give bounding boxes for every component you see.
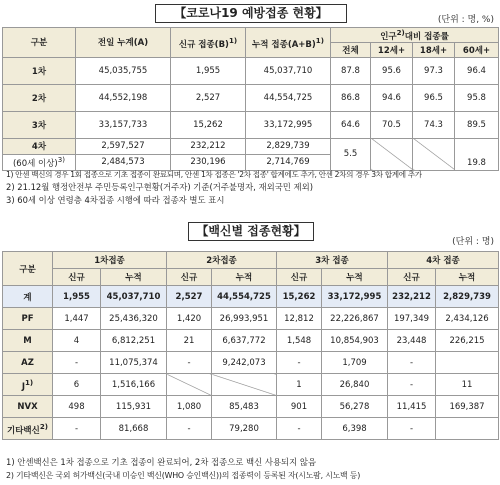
t1-cell: 95.8 — [455, 84, 499, 111]
t2-cell: 2,527 — [167, 286, 212, 308]
t1-cell: 2,527 — [171, 84, 246, 111]
t2-row-label: M — [3, 330, 53, 352]
t1-cell: 96.5 — [413, 84, 455, 111]
t1-cell: 44,552,198 — [76, 84, 171, 111]
t2-cell: - — [167, 352, 212, 374]
t1-header-prev: 전일 누계(A) — [76, 28, 171, 58]
t2-note: 1) 안센백신은 1차 접종으로 기초 접종이 완료되어, 2차 접종으로 백신 사용되지 않음 — [6, 457, 317, 467]
t2-cell: 21 — [167, 330, 212, 352]
t2-cell: - — [388, 418, 436, 440]
t1-cell: 232,212 — [171, 138, 246, 154]
t2-cell: 232,212 — [388, 286, 436, 308]
t2-cell: 169,387 — [436, 396, 499, 418]
t2-row-total — [3, 286, 499, 308]
t2-cell: 12,812 — [277, 308, 322, 330]
t2-cell: - — [277, 418, 322, 440]
t2-cell: - — [167, 418, 212, 440]
t1-header-12: 12세+ — [371, 42, 413, 57]
t2-cell: 85,483 — [212, 396, 277, 418]
t2-cell: 22,226,867 — [322, 308, 388, 330]
t1-row-label: 4차 — [3, 138, 76, 154]
t2-cell: 11 — [436, 374, 499, 396]
vaccination-status-table — [2, 27, 499, 171]
t2-notes — [6, 456, 496, 482]
t2-cell: - — [388, 352, 436, 374]
t2-cell: 26,840 — [322, 374, 388, 396]
t1-cell: 87.8 — [331, 57, 371, 84]
t2-cell: 1,955 — [53, 286, 101, 308]
t1-row-label: 1차 — [3, 57, 76, 84]
t2-cell: - — [388, 374, 436, 396]
t2-row-label: 기타백신$^{2)}$ — [3, 418, 53, 440]
t2-header-cum: 누적 — [322, 269, 388, 286]
t1-cell: 5.5 — [331, 138, 371, 170]
t2-row-label: $J^{1)}$ — [3, 374, 53, 396]
t1-row-label: (60세 이상)$^{3)}$ — [3, 154, 76, 170]
t1-header-ratio: 인구$^{2)}$대비 접종률 — [331, 28, 499, 43]
t1-cell: 86.8 — [331, 84, 371, 111]
t2-header-cum: 누적 — [101, 269, 167, 286]
t2-cell-empty — [167, 374, 212, 396]
t1-cell: 44,554,725 — [246, 84, 331, 111]
vaccination-status-title: 【코로나19 예방접종 현황】 — [155, 4, 347, 23]
t2-cell: 11,415 — [388, 396, 436, 418]
t2-row-label: AZ — [3, 352, 53, 374]
t1-cell: 1,955 — [171, 57, 246, 84]
t1-row-dose3 — [3, 111, 499, 138]
t1-header-60: 60세+ — [455, 42, 499, 57]
t1-row-dose1 — [3, 57, 499, 84]
t1-cell: 33,157,733 — [76, 111, 171, 138]
t2-row-pf — [3, 308, 499, 330]
t2-cell: 901 — [277, 396, 322, 418]
t1-cell: 95.6 — [371, 57, 413, 84]
t2-cell: 81,668 — [101, 418, 167, 440]
t1-cell: 15,262 — [171, 111, 246, 138]
t2-cell: - — [53, 418, 101, 440]
t1-cell: 33,172,995 — [246, 111, 331, 138]
t2-cell: 25,436,320 — [101, 308, 167, 330]
t2-header-cum: 누적 — [212, 269, 277, 286]
t1-cell: 45,037,710 — [246, 57, 331, 84]
t2-header-dose3: 3차 접종 — [277, 252, 388, 269]
t2-row-az — [3, 352, 499, 374]
t2-cell: 2,829,739 — [436, 286, 499, 308]
t2-cell: 115,931 — [101, 396, 167, 418]
t1-cell: 2,484,573 — [76, 154, 171, 170]
t1-header-gubun: 구분 — [3, 28, 76, 58]
vaccine-status-title: 【백신별 접종현황】 — [188, 222, 314, 241]
t2-row-nvx — [3, 396, 499, 418]
t1-cell: 45,035,755 — [76, 57, 171, 84]
t1-note: 1) 안센 백신의 경우 1회 접종으로 기초 접종이 완료되며, 안센 1차 접종은 '2차 접종' 합계에도 추가, 안센 2차의 경우 3차 합계에 추가 — [6, 170, 422, 179]
t2-cell: 6,812,251 — [101, 330, 167, 352]
t1-header-cum: 누적 접종$(A+B)^{1)}$ — [246, 28, 331, 58]
t1-cell: 2,829,739 — [246, 138, 331, 154]
t2-cell: - — [53, 352, 101, 374]
t2-header-gubun: 구분 — [3, 252, 53, 286]
t1-row-label: 2차 — [3, 84, 76, 111]
t2-cell: 10,854,903 — [322, 330, 388, 352]
t2-cell: 1,709 — [322, 352, 388, 374]
t2-header-new: 신규 — [167, 269, 212, 286]
t2-cell: 6,398 — [322, 418, 388, 440]
t2-cell: 26,993,951 — [212, 308, 277, 330]
t1-cell: 230,196 — [171, 154, 246, 170]
t2-cell: 4 — [53, 330, 101, 352]
t2-row-m — [3, 330, 499, 352]
t1-header-new: 신규 접종$(B)^{1)}$ — [171, 28, 246, 58]
t2-header-new: 신규 — [53, 269, 101, 286]
t2-cell: 498 — [53, 396, 101, 418]
t2-header-dose2: 2차접종 — [167, 252, 277, 269]
t2-cell: 33,172,995 — [322, 286, 388, 308]
t2-header-cum: 누적 — [436, 269, 499, 286]
t2-cell: 15,262 — [277, 286, 322, 308]
t2-cell: 1,080 — [167, 396, 212, 418]
t1-note: 2) 21.12월 행정안전부 주민등록인구현황(거주자) 기준(거주불명자, 재외국민 제외) — [6, 182, 313, 192]
t2-header-dose4: 4차 접종 — [388, 252, 499, 269]
t1-row-dose2 — [3, 84, 499, 111]
t1-row-dose4 — [3, 138, 499, 154]
t1-cell-empty — [413, 138, 455, 170]
t2-row-label: NVX — [3, 396, 53, 418]
t1-unit: (단위 : 명, %) — [437, 15, 494, 25]
t2-row-label: PF — [3, 308, 53, 330]
t2-row-label: 계 — [3, 286, 53, 308]
t1-note: 3) 60세 이상 연령층 4차접종 시행에 따라 접종자 별도 표시 — [6, 195, 225, 205]
t1-header-18: 18세+ — [413, 42, 455, 57]
t1-cell: 2,597,527 — [76, 138, 171, 154]
t2-cell: 1,548 — [277, 330, 322, 352]
t1-cell: 19.8 — [455, 138, 499, 170]
t2-cell: 1,447 — [53, 308, 101, 330]
t2-cell: 79,280 — [212, 418, 277, 440]
t2-cell: 1,516,166 — [101, 374, 167, 396]
t1-cell: 74.3 — [413, 111, 455, 138]
t2-cell: 226,215 — [436, 330, 499, 352]
t2-cell — [436, 352, 499, 374]
t2-row-other — [3, 418, 499, 440]
t1-cell: 96.4 — [455, 57, 499, 84]
t2-cell: - — [277, 352, 322, 374]
t2-row-j — [3, 374, 499, 396]
t2-cell: 197,349 — [388, 308, 436, 330]
t2-cell: 1,420 — [167, 308, 212, 330]
t2-header-dose1: 1차접종 — [53, 252, 167, 269]
t2-cell: 23,448 — [388, 330, 436, 352]
t2-cell: 6 — [53, 374, 101, 396]
t1-cell: 64.6 — [331, 111, 371, 138]
t1-header-all: 전체 — [331, 42, 371, 57]
t1-cell: 97.3 — [413, 57, 455, 84]
t2-cell: 56,278 — [322, 396, 388, 418]
t2-header-new: 신규 — [277, 269, 322, 286]
t2-cell: 44,554,725 — [212, 286, 277, 308]
t1-row-label: 3차 — [3, 111, 76, 138]
t2-cell: 45,037,710 — [101, 286, 167, 308]
t2-cell: 11,075,374 — [101, 352, 167, 374]
t2-unit: (단위 : 명) — [452, 237, 494, 247]
t2-header-new: 신규 — [388, 269, 436, 286]
t1-cell: 2,714,769 — [246, 154, 331, 170]
t2-cell — [436, 418, 499, 440]
t1-cell-empty — [371, 138, 413, 170]
t1-cell: 70.5 — [371, 111, 413, 138]
t2-note: 2) 기타백신은 국외 허가백신(국내 미승인 백신(WHO 승인백신))의 접종력이 등록된 자(시노팜, 시노백 등) — [6, 471, 361, 480]
t2-cell: 1 — [277, 374, 322, 396]
t2-cell: 2,434,126 — [436, 308, 499, 330]
t1-cell: 89.5 — [455, 111, 499, 138]
t1-cell: 94.6 — [371, 84, 413, 111]
t2-cell-empty — [212, 374, 277, 396]
t2-cell: 9,242,073 — [212, 352, 277, 374]
t2-cell: 6,637,772 — [212, 330, 277, 352]
vaccine-status-table — [2, 251, 499, 440]
t1-notes — [6, 168, 496, 207]
